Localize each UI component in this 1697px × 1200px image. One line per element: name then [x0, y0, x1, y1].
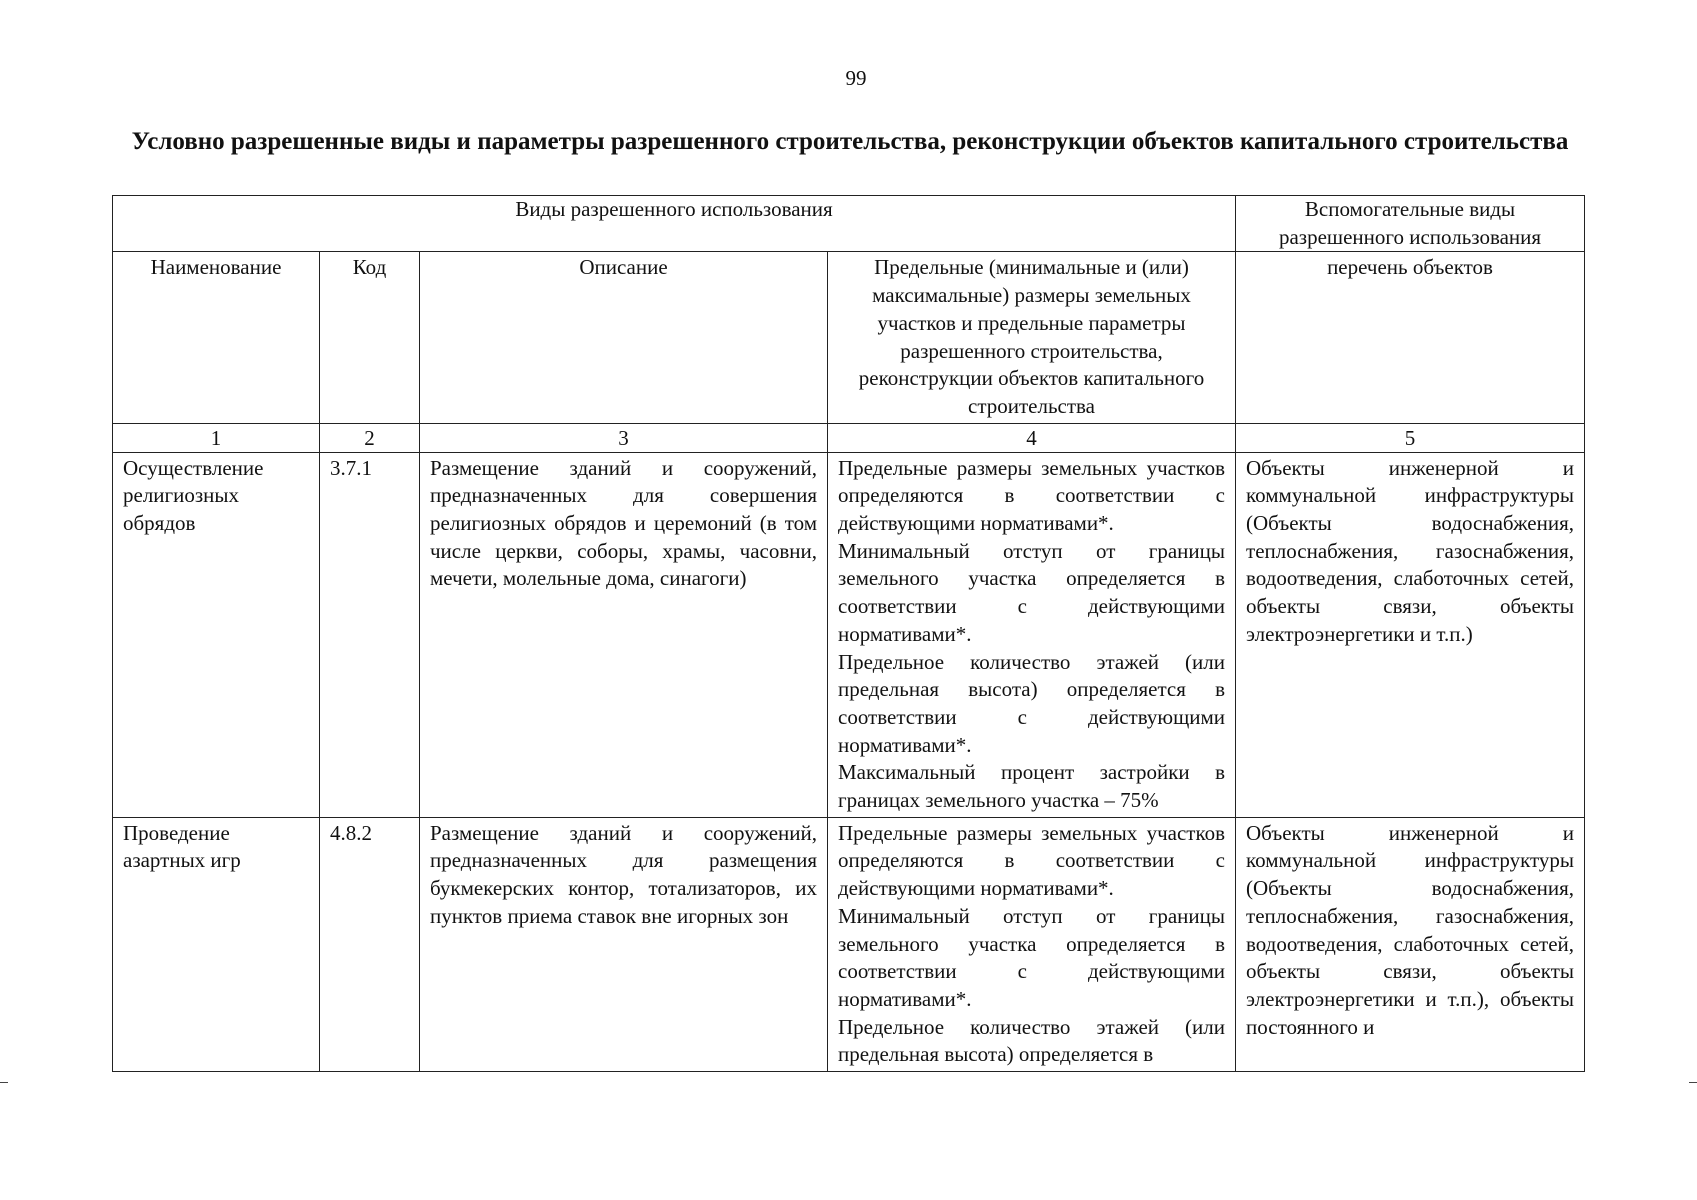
table-group-header-row	[113, 196, 1585, 252]
param-line: Минимальный отступ от границы земельного участка определяется в соответствии с действующими нормативами*.	[838, 903, 1226, 1011]
row-objects: Объекты инженерной и коммунальной инфраструктуры (Объекты водоснабжения, теплоснабжения, газоснабжения, водоотведения, слаботочных сетей, объекты связи, объекты электроэнергетики и т.п.), объекты постоянного и	[1236, 817, 1585, 1071]
param-line: Предельные размеры земельных участков определяются в соответствии с действующими нормативами*.	[838, 455, 1226, 536]
row-objects: Объекты инженерной и коммунальной инфраструктуры (Объекты водоснабжения, теплоснабжения, газоснабжения, водоотведения, слаботочных сетей, объекты связи, объекты электроэнергетики и т.п.)	[1236, 452, 1585, 817]
column-header-params: Предельные (минимальные и (или) максимальные) размеры земельных участков и предельные параметры разрешенного строительства, реконструкции объектов капитального строительства	[828, 252, 1236, 423]
group-header-aux: Вспомогательные виды разрешенного использования	[1236, 196, 1585, 252]
param-line: Максимальный процент застройки в границах земельного участка – 75%	[838, 760, 1226, 813]
param-line: Предельные размеры земельных участков определяются в соответствии с действующими нормативами*.	[838, 820, 1226, 901]
column-header-description: Описание	[420, 252, 828, 423]
row-code: 3.7.1	[320, 452, 420, 817]
table-column-header-row	[113, 252, 1585, 423]
column-number-row	[113, 423, 1585, 452]
row-params	[828, 817, 1236, 1071]
row-code: 4.8.2	[320, 817, 420, 1071]
column-number: 3	[420, 423, 828, 452]
row-name: Проведение азартных игр	[113, 817, 320, 1071]
left-margin-mark	[0, 1082, 8, 1083]
right-margin-mark	[1689, 1082, 1697, 1083]
group-header-main: Виды разрешенного использования	[113, 196, 1236, 252]
column-number: 2	[320, 423, 420, 452]
table-row	[113, 817, 1585, 1071]
page-title: Условно разрешенные виды и параметры разрешенного строительства, реконструкции объектов капитального строительства	[131, 128, 1569, 155]
column-number: 1	[113, 423, 320, 452]
page-number: 99	[845, 66, 867, 90]
column-header-code: Код	[320, 252, 420, 423]
row-params	[828, 452, 1236, 817]
row-description: Размещение зданий и сооружений, предназначенных для размещения букмекерских контор, тотализаторов, их пунктов приема ставок вне игорных зон	[420, 817, 828, 1071]
table-row	[113, 452, 1585, 817]
column-header-objects: перечень объектов	[1236, 252, 1585, 423]
row-description: Размещение зданий и сооружений, предназначенных для совершения религиозных обрядов и церемоний (в том числе церкви, соборы, храмы, часовни, мечети, молельные дома, синагоги)	[420, 452, 828, 817]
column-header-name: Наименование	[113, 252, 320, 423]
land-use-table	[112, 195, 1585, 1072]
row-name: Осуществление религиозных обрядов	[113, 452, 320, 817]
column-number: 5	[1236, 423, 1585, 452]
column-number: 4	[828, 423, 1236, 452]
param-line: Минимальный отступ от границы земельного участка определяется в соответствии с действующими нормативами*.	[838, 538, 1226, 646]
param-line: Предельное количество этажей (или предельная высота) определяется в	[838, 1014, 1226, 1067]
param-line: Предельное количество этажей (или предельная высота) определяется в соответствии с действующими нормативами*.	[838, 649, 1226, 757]
